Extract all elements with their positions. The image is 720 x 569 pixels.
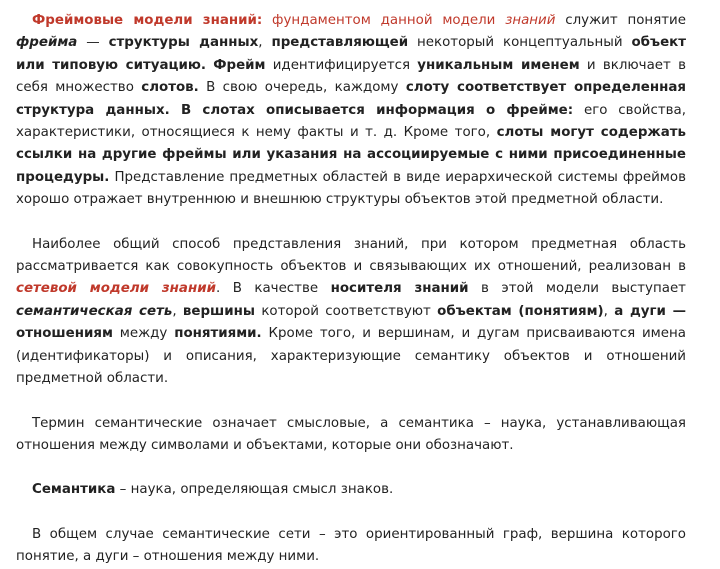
text-span: В слотах описывается информация о фрейме: (180, 102, 574, 118)
frame-models-heading: Фреймовые модели знаний: (32, 13, 263, 28)
text-span: , (603, 303, 615, 319)
paragraph-frame-models (16, 10, 686, 212)
term-network-model: сетевой модели знаний (16, 281, 216, 297)
term-semantic-network: семантическая сеть (16, 303, 173, 319)
text-span: фундаментом данной модели (262, 13, 506, 28)
text-span: и включает в себя множество (16, 57, 686, 96)
text-span: В общем случае семантические сети – это ориентированный граф, вершина которого понятие, а дуги – отношения между ними. (16, 526, 686, 565)
text-span: его свойства, характеристики, относящиеся к нему факты и т. д. Кроме того, (16, 102, 686, 141)
text-span: которой соответствуют (255, 303, 438, 319)
text-span: В свою очередь, каждому (198, 80, 406, 96)
term-objects: объектам (понятиям) (437, 303, 604, 319)
text-span: Представление предметных областей в виде иерархической системы фреймов хорошо отражает внутреннюю и внешнюю структуры объектов этой предметной области. (16, 169, 686, 208)
text-span: — (77, 35, 109, 51)
text-span: представляющей (271, 35, 409, 51)
text-span: между (112, 326, 175, 342)
text-span: знаний (505, 13, 556, 28)
term-knowledge-carrier: носителя знаний (330, 281, 469, 297)
term-frame: фрейма (16, 35, 78, 51)
text-span: в этой модели выступает (468, 281, 686, 297)
text-span: объект или типовую ситуацию. (16, 35, 687, 73)
term-unique-name: уникальным именем (417, 57, 580, 73)
text-span: слоты могут содержать ссылки на другие фреймы или указания на ассоциируемые с ними присоединенные процедуры. (16, 125, 686, 185)
text-span: . (164, 102, 181, 118)
text-span: Кроме того, и вершинам, и дугам присваиваются имена (идентификаторы) и описания, характеризующие семантику объектов и отношений предметной области. (16, 326, 686, 387)
term-concepts: понятиями. (174, 326, 262, 342)
text-span: идентифицируется (265, 57, 418, 73)
text-span: Термин семантические означает смысловые, а семантика – наука, устанавливающая отношения между символами и объектами, которые они обозначают. (16, 415, 686, 453)
text-span: , (172, 303, 183, 319)
text-span: . В качестве (215, 281, 331, 297)
text-span: Наиболее общий способ представления знаний, при котором предметная область рассматривается как совокупность объектов и связывающих их отношений, реализован в (16, 236, 686, 275)
paragraph-semantic-term (16, 413, 686, 458)
paragraph-network-model (16, 234, 686, 391)
paragraph-semantics-definition (16, 479, 686, 501)
term-arcs-relations: а дуги — отношениям (16, 303, 687, 342)
text-span: – наука, определяющая смысл знаков. (115, 482, 394, 498)
term-vertices: вершины (182, 303, 255, 319)
text-span: , (258, 35, 272, 51)
text-span: слоту соответствует определенная структура данных (16, 80, 686, 118)
term-semantics: Семантика (32, 482, 116, 498)
text-span: некоторый концептуальный (408, 35, 632, 51)
term-data-structure: структуры данных (108, 35, 259, 51)
term-slots: слотов. (141, 80, 199, 96)
text-span: Фрейм (213, 57, 266, 73)
paragraph-semantic-networks (16, 524, 686, 569)
text-span: служит понятие (555, 13, 686, 28)
